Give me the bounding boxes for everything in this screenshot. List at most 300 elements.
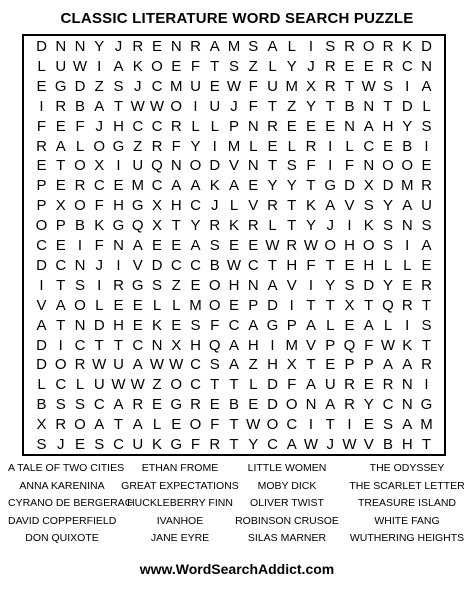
grid-letter[interactable]: F xyxy=(36,117,47,135)
grid-letter[interactable]: I xyxy=(77,237,83,254)
grid-letter[interactable]: T xyxy=(113,336,124,354)
grid-letter[interactable]: R xyxy=(55,416,67,434)
grid-letter[interactable]: C xyxy=(190,376,201,394)
grid-letter[interactable]: L xyxy=(95,296,104,314)
grid-letter[interactable]: T xyxy=(421,436,432,453)
grid-letter[interactable]: N xyxy=(247,117,259,135)
grid-letter[interactable]: W xyxy=(265,237,280,254)
grid-letter[interactable]: E xyxy=(171,237,182,254)
grid-letter[interactable]: N xyxy=(170,157,182,175)
grid-letter[interactable]: Z xyxy=(248,57,258,75)
grid-letter[interactable]: D xyxy=(209,157,221,175)
grid-letter[interactable]: X xyxy=(286,356,297,374)
grid-letter[interactable]: E xyxy=(325,117,336,135)
grid-letter[interactable]: R xyxy=(421,276,432,294)
grid-letter[interactable]: I xyxy=(97,57,102,75)
grid-letter[interactable]: R xyxy=(132,396,144,414)
grid-letter[interactable]: V xyxy=(228,157,239,175)
grid-letter[interactable]: Z xyxy=(133,137,143,155)
grid-letter[interactable]: T xyxy=(325,97,335,115)
grid-letter[interactable]: U xyxy=(132,436,144,453)
grid-letter[interactable]: F xyxy=(171,137,181,155)
grid-letter[interactable]: C xyxy=(286,416,298,434)
grid-letter[interactable]: A xyxy=(228,177,239,195)
grid-letter[interactable]: T xyxy=(210,376,220,394)
grid-letter[interactable]: D xyxy=(74,77,86,95)
grid-letter[interactable]: C xyxy=(113,436,124,453)
grid-letter[interactable]: I xyxy=(193,97,198,115)
grid-letter[interactable]: E xyxy=(267,137,278,155)
grid-letter[interactable]: A xyxy=(267,276,278,294)
grid-letter[interactable]: L xyxy=(75,137,85,155)
grid-letter[interactable]: D xyxy=(382,177,394,195)
grid-letter[interactable]: L xyxy=(403,256,412,274)
grid-letter[interactable]: T xyxy=(344,77,355,95)
grid-letter[interactable]: X xyxy=(363,177,374,195)
grid-letter[interactable]: S xyxy=(421,217,432,235)
grid-letter[interactable]: N xyxy=(74,256,86,274)
grid-letter[interactable]: T xyxy=(229,376,239,394)
grid-letter[interactable]: I xyxy=(212,137,217,155)
grid-letter[interactable]: I xyxy=(405,237,410,254)
grid-letter[interactable]: I xyxy=(116,256,121,274)
grid-letter[interactable]: D xyxy=(344,177,355,195)
grid-letter[interactable]: U xyxy=(324,376,336,394)
grid-letter[interactable]: K xyxy=(402,336,413,354)
grid-letter[interactable]: G xyxy=(324,177,337,195)
grid-letter[interactable]: F xyxy=(287,376,297,394)
grid-letter[interactable]: I xyxy=(270,336,275,354)
grid-letter[interactable]: A xyxy=(94,97,105,115)
grid-letter[interactable]: I xyxy=(328,137,333,155)
grid-letter[interactable]: V xyxy=(248,197,259,215)
grid-letter[interactable]: K xyxy=(363,217,374,235)
grid-letter[interactable]: E xyxy=(151,396,162,414)
grid-letter[interactable]: O xyxy=(74,157,86,175)
grid-letter[interactable]: A xyxy=(305,316,316,334)
grid-letter[interactable]: E xyxy=(151,237,162,254)
grid-letter[interactable]: X xyxy=(151,217,162,235)
grid-letter[interactable]: E xyxy=(228,237,239,254)
grid-letter[interactable]: H xyxy=(170,197,182,215)
grid-letter[interactable]: I xyxy=(347,416,352,434)
grid-letter[interactable]: B xyxy=(74,217,85,235)
grid-letter[interactable]: F xyxy=(344,157,355,175)
grid-letter[interactable]: A xyxy=(94,416,105,434)
grid-letter[interactable]: R xyxy=(209,436,221,453)
grid-letter[interactable]: R xyxy=(190,38,201,55)
grid-letter[interactable]: D xyxy=(401,97,413,115)
grid-letter[interactable]: Y xyxy=(190,217,201,235)
grid-letter[interactable]: S xyxy=(209,356,220,374)
grid-letter[interactable]: R xyxy=(170,117,182,135)
grid-letter[interactable]: C xyxy=(190,356,201,374)
grid-letter[interactable]: W xyxy=(169,356,184,374)
grid-letter[interactable]: N xyxy=(401,217,413,235)
grid-letter[interactable]: F xyxy=(210,416,220,434)
grid-letter[interactable]: E xyxy=(209,77,220,95)
grid-letter[interactable]: D xyxy=(421,38,432,55)
grid-letter[interactable]: T xyxy=(287,217,297,235)
grid-letter[interactable]: U xyxy=(267,77,278,95)
grid-letter[interactable]: A xyxy=(325,197,336,215)
grid-letter[interactable]: S xyxy=(382,77,393,95)
grid-letter[interactable]: E xyxy=(402,276,413,294)
grid-letter[interactable]: P xyxy=(286,316,297,334)
grid-letter[interactable]: W xyxy=(92,356,107,374)
grid-letter[interactable]: B xyxy=(74,97,85,115)
grid-letter[interactable]: T xyxy=(325,256,335,274)
grid-letter[interactable]: R xyxy=(344,38,355,55)
grid-letter[interactable]: S xyxy=(94,436,105,453)
grid-letter[interactable]: B xyxy=(402,137,413,155)
grid-letter[interactable]: H xyxy=(267,356,278,374)
grid-letter[interactable]: O xyxy=(189,157,202,175)
grid-letter[interactable]: A xyxy=(421,237,432,254)
grid-letter[interactable]: Z xyxy=(152,376,162,394)
grid-letter[interactable]: P xyxy=(36,177,47,195)
grid-letter[interactable]: E xyxy=(344,256,355,274)
grid-letter[interactable]: I xyxy=(424,376,429,394)
grid-letter[interactable]: I xyxy=(39,97,44,115)
grid-letter[interactable]: P xyxy=(344,356,355,374)
grid-letter[interactable]: D xyxy=(267,376,278,394)
grid-letter[interactable]: E xyxy=(421,256,432,274)
grid-letter[interactable]: C xyxy=(170,256,182,274)
grid-letter[interactable]: Y xyxy=(305,97,316,115)
grid-letter[interactable]: Y xyxy=(305,217,316,235)
grid-letter[interactable]: X xyxy=(55,197,66,215)
grid-letter[interactable]: U xyxy=(55,57,67,75)
grid-letter[interactable]: Z xyxy=(287,97,297,115)
grid-letter[interactable]: C xyxy=(36,237,47,254)
grid-letter[interactable]: R xyxy=(74,177,86,195)
grid-letter[interactable]: L xyxy=(152,296,162,314)
grid-letter[interactable]: R xyxy=(132,38,144,55)
grid-letter[interactable]: S xyxy=(151,276,162,294)
grid-letter[interactable]: G xyxy=(266,316,279,334)
grid-letter[interactable]: E xyxy=(171,57,182,75)
grid-letter[interactable]: R xyxy=(324,77,336,95)
grid-letter[interactable]: D xyxy=(93,316,105,334)
grid-letter[interactable]: M xyxy=(170,77,183,95)
grid-letter[interactable]: C xyxy=(190,197,201,215)
grid-letter[interactable]: N xyxy=(113,237,124,254)
grid-letter[interactable]: A xyxy=(36,316,47,334)
grid-letter[interactable]: R xyxy=(382,57,394,75)
grid-letter[interactable]: V xyxy=(286,276,297,294)
grid-letter[interactable]: F xyxy=(94,237,104,254)
grid-letter[interactable]: W xyxy=(111,376,126,394)
grid-letter[interactable]: V xyxy=(36,296,47,314)
grid-letter[interactable]: T xyxy=(56,276,66,294)
grid-letter[interactable]: A xyxy=(402,197,413,215)
grid-letter[interactable]: R xyxy=(344,396,355,414)
grid-letter[interactable]: R xyxy=(382,376,394,394)
grid-letter[interactable]: O xyxy=(170,97,183,115)
grid-letter[interactable]: O xyxy=(74,197,86,215)
grid-letter[interactable]: Y xyxy=(190,137,201,155)
grid-letter[interactable]: Q xyxy=(343,336,356,354)
grid-letter[interactable]: D xyxy=(363,276,375,294)
grid-letter[interactable]: S xyxy=(421,316,432,334)
grid-letter[interactable]: N xyxy=(401,376,413,394)
grid-letter[interactable]: W xyxy=(130,376,145,394)
grid-letter[interactable]: L xyxy=(345,137,354,155)
grid-letter[interactable]: O xyxy=(285,396,298,414)
grid-letter[interactable]: D xyxy=(36,356,47,374)
grid-letter[interactable]: I xyxy=(347,217,352,235)
grid-letter[interactable]: I xyxy=(39,276,44,294)
grid-letter[interactable]: C xyxy=(93,177,105,195)
grid-letter[interactable]: O xyxy=(74,296,86,314)
grid-letter[interactable]: Y xyxy=(363,396,374,414)
grid-letter[interactable]: R xyxy=(55,97,67,115)
grid-letter[interactable]: P xyxy=(228,117,239,135)
grid-letter[interactable]: F xyxy=(248,97,258,115)
grid-letter[interactable]: C xyxy=(93,396,105,414)
grid-letter[interactable]: U xyxy=(113,356,124,374)
grid-letter[interactable]: M xyxy=(227,38,241,55)
grid-letter[interactable]: G xyxy=(112,137,125,155)
grid-letter[interactable]: F xyxy=(94,197,104,215)
grid-letter[interactable]: Y xyxy=(248,436,259,453)
grid-letter[interactable]: F xyxy=(190,57,201,75)
grid-letter[interactable]: A xyxy=(248,316,259,334)
grid-letter[interactable]: N xyxy=(344,117,355,135)
grid-letter[interactable]: L xyxy=(422,97,431,115)
grid-letter[interactable]: T xyxy=(325,416,335,434)
grid-letter[interactable]: R xyxy=(267,117,278,135)
grid-letter[interactable]: F xyxy=(306,256,316,274)
grid-letter[interactable]: W xyxy=(149,356,165,374)
grid-letter[interactable]: F xyxy=(248,77,258,95)
grid-letter[interactable]: A xyxy=(363,316,374,334)
grid-letter[interactable]: S xyxy=(74,396,85,414)
grid-letter[interactable]: C xyxy=(55,256,67,274)
grid-letter[interactable]: N xyxy=(363,157,375,175)
grid-letter[interactable]: H xyxy=(113,316,124,334)
grid-letter[interactable]: V xyxy=(363,436,374,453)
grid-letter[interactable]: N xyxy=(151,336,163,354)
grid-letter[interactable]: E xyxy=(55,177,66,195)
grid-letter[interactable]: W xyxy=(226,77,242,95)
grid-letter[interactable]: Y xyxy=(402,117,413,135)
grid-letter[interactable]: I xyxy=(97,276,102,294)
grid-letter[interactable]: O xyxy=(208,296,221,314)
grid-letter[interactable]: T xyxy=(113,97,124,115)
grid-letter[interactable]: N xyxy=(55,38,67,55)
grid-letter[interactable]: N xyxy=(305,396,317,414)
grid-letter[interactable]: T xyxy=(56,157,66,175)
grid-letter[interactable]: R xyxy=(190,396,201,414)
grid-letter[interactable]: J xyxy=(230,97,238,115)
grid-letter[interactable]: E xyxy=(305,117,316,135)
grid-letter[interactable]: J xyxy=(134,77,142,95)
grid-letter[interactable]: B xyxy=(209,256,220,274)
grid-letter[interactable]: A xyxy=(286,436,297,453)
grid-letter[interactable]: R xyxy=(401,296,413,314)
grid-letter[interactable]: E xyxy=(36,157,47,175)
grid-letter[interactable]: N xyxy=(421,57,432,75)
grid-letter[interactable]: S xyxy=(382,416,393,434)
grid-letter[interactable]: A xyxy=(190,177,201,195)
grid-letter[interactable]: S xyxy=(382,217,393,235)
grid-letter[interactable]: U xyxy=(421,197,432,215)
grid-letter[interactable]: K xyxy=(132,57,143,75)
grid-letter[interactable]: L xyxy=(249,137,258,155)
grid-letter[interactable]: A xyxy=(402,416,413,434)
grid-letter[interactable]: R xyxy=(344,376,355,394)
grid-letter[interactable]: E xyxy=(151,38,162,55)
grid-letter[interactable]: K xyxy=(209,177,220,195)
grid-letter[interactable]: H xyxy=(113,197,124,215)
grid-letter[interactable]: O xyxy=(401,157,414,175)
grid-letter[interactable]: P xyxy=(325,336,336,354)
grid-letter[interactable]: G xyxy=(170,396,183,414)
grid-letter[interactable]: I xyxy=(308,38,314,55)
grid-letter[interactable]: A xyxy=(190,237,201,254)
grid-letter[interactable]: W xyxy=(72,57,88,75)
grid-letter[interactable]: P xyxy=(36,197,47,215)
grid-letter[interactable]: E xyxy=(36,77,47,95)
grid-letter[interactable]: C xyxy=(132,117,144,135)
grid-letter[interactable]: C xyxy=(55,376,67,394)
grid-letter[interactable]: M xyxy=(131,177,144,195)
grid-letter[interactable]: I xyxy=(289,296,294,314)
grid-letter[interactable]: Y xyxy=(267,177,278,195)
grid-letter[interactable]: S xyxy=(228,57,239,75)
grid-letter[interactable]: Q xyxy=(151,157,163,175)
grid-letter[interactable]: J xyxy=(211,197,219,215)
grid-letter[interactable]: C xyxy=(151,177,163,195)
grid-letter[interactable]: C xyxy=(74,336,86,354)
grid-letter[interactable]: O xyxy=(54,356,67,374)
grid-letter[interactable]: O xyxy=(170,376,183,394)
grid-letter[interactable]: Y xyxy=(94,38,105,55)
grid-letter[interactable]: T xyxy=(383,97,393,115)
grid-letter[interactable]: E xyxy=(55,237,66,254)
grid-letter[interactable]: O xyxy=(324,237,337,254)
grid-letter[interactable]: T xyxy=(306,296,316,314)
grid-letter[interactable]: T xyxy=(229,436,239,453)
grid-letter[interactable]: X xyxy=(151,197,162,215)
grid-letter[interactable]: O xyxy=(362,237,375,254)
grid-letter[interactable]: R xyxy=(247,217,259,235)
grid-letter[interactable]: O xyxy=(35,217,48,235)
grid-letter[interactable]: T xyxy=(267,97,278,115)
grid-letter[interactable]: T xyxy=(421,336,432,354)
grid-letter[interactable]: X xyxy=(344,296,355,314)
grid-letter[interactable]: E xyxy=(228,296,239,314)
grid-letter[interactable]: U xyxy=(132,157,144,175)
grid-letter[interactable]: T xyxy=(94,336,104,354)
grid-letter[interactable]: R xyxy=(324,57,336,75)
grid-letter[interactable]: K xyxy=(228,217,239,235)
grid-letter[interactable]: J xyxy=(114,38,123,55)
grid-letter[interactable]: E xyxy=(74,436,85,453)
grid-letter[interactable]: H xyxy=(382,117,394,135)
grid-letter[interactable]: D xyxy=(36,256,47,274)
grid-letter[interactable]: C xyxy=(190,256,201,274)
grid-letter[interactable]: N xyxy=(247,157,259,175)
grid-letter[interactable]: E xyxy=(248,396,259,414)
grid-letter[interactable]: D xyxy=(267,396,278,414)
grid-letter[interactable]: M xyxy=(189,296,202,314)
grid-letter[interactable]: Z xyxy=(248,356,258,374)
grid-letter[interactable]: O xyxy=(93,137,106,155)
grid-letter[interactable]: L xyxy=(249,376,258,394)
grid-letter[interactable]: W xyxy=(303,436,319,453)
grid-letter[interactable]: E xyxy=(363,416,374,434)
grid-letter[interactable]: H xyxy=(228,276,240,294)
grid-letter[interactable]: I xyxy=(328,157,333,175)
grid-letter[interactable]: Y xyxy=(286,177,297,195)
grid-letter[interactable]: N xyxy=(170,38,182,55)
grid-letter[interactable]: H xyxy=(363,256,375,274)
grid-letter[interactable]: J xyxy=(95,256,103,274)
grid-letter[interactable]: R xyxy=(305,137,317,155)
grid-letter[interactable]: I xyxy=(308,416,314,434)
grid-letter[interactable]: E xyxy=(382,137,393,155)
grid-letter[interactable]: Q xyxy=(382,296,394,314)
grid-letter[interactable]: A xyxy=(55,296,66,314)
grid-letter[interactable]: S xyxy=(190,316,201,334)
grid-letter[interactable]: Y xyxy=(382,276,393,294)
grid-letter[interactable]: S xyxy=(421,117,432,135)
grid-letter[interactable]: E xyxy=(132,316,143,334)
grid-letter[interactable]: E xyxy=(421,157,432,175)
grid-letter[interactable]: E xyxy=(171,316,182,334)
grid-letter[interactable]: D xyxy=(267,296,278,314)
grid-letter[interactable]: T xyxy=(56,316,66,334)
grid-letter[interactable]: S xyxy=(248,38,259,55)
grid-letter[interactable]: G xyxy=(54,77,67,95)
grid-letter[interactable]: J xyxy=(326,436,334,453)
grid-letter[interactable]: C xyxy=(363,137,375,155)
grid-letter[interactable]: W xyxy=(149,97,165,115)
grid-letter[interactable]: L xyxy=(75,376,85,394)
grid-letter[interactable]: V xyxy=(344,197,355,215)
grid-letter[interactable]: H xyxy=(190,336,201,354)
grid-letter[interactable]: C xyxy=(151,77,163,95)
grid-letter[interactable]: Z xyxy=(171,276,181,294)
grid-letter[interactable]: I xyxy=(424,137,429,155)
grid-letter[interactable]: L xyxy=(268,57,277,75)
grid-letter[interactable]: L xyxy=(172,296,181,314)
grid-letter[interactable]: K xyxy=(151,316,162,334)
grid-letter[interactable]: P xyxy=(248,296,259,314)
grid-letter[interactable]: M xyxy=(227,137,241,155)
grid-letter[interactable]: R xyxy=(151,137,163,155)
grid-letter[interactable]: T xyxy=(267,157,278,175)
grid-letter[interactable]: A xyxy=(402,356,413,374)
grid-letter[interactable]: S xyxy=(325,38,336,55)
grid-letter[interactable]: E xyxy=(363,57,374,75)
grid-letter[interactable]: E xyxy=(190,276,201,294)
grid-letter[interactable]: N xyxy=(363,97,375,115)
grid-letter[interactable]: G xyxy=(131,197,144,215)
grid-letter[interactable]: L xyxy=(191,117,200,135)
grid-letter[interactable]: M xyxy=(285,77,298,95)
grid-letter[interactable]: L xyxy=(37,57,46,75)
grid-letter[interactable]: W xyxy=(361,77,376,95)
grid-letter[interactable]: E xyxy=(113,296,124,314)
grid-letter[interactable]: W xyxy=(380,336,396,354)
grid-letter[interactable]: A xyxy=(363,117,374,135)
grid-letter[interactable]: R xyxy=(421,177,432,195)
grid-letter[interactable]: E xyxy=(113,177,124,195)
